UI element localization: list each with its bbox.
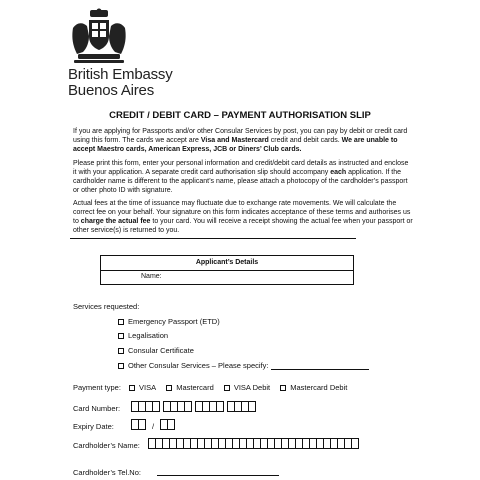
checkbox[interactable] [129, 385, 135, 391]
para3-text-a: Actual fees at the time of issuance may fluctuate due to exchange rate movements. We will calculate the correct fee on your behalf. Your signature on this form indicates acceptance of these terms and authorises us to [73, 200, 411, 225]
cardholder-tel-label: Cardholder’s Tel.No: [73, 468, 141, 477]
payment-label: Mastercard [176, 383, 214, 392]
checkbox[interactable] [224, 385, 230, 391]
instructions-paragraph [73, 159, 413, 195]
service-label: Emergency Passport (ETD) [128, 317, 220, 326]
service-consular-certificate[interactable] [118, 346, 194, 356]
payment-label: VISA Debit [233, 383, 271, 392]
payment-label: VISA [139, 383, 157, 392]
expiry-month-field[interactable] [131, 419, 145, 430]
service-emergency-passport[interactable] [118, 317, 220, 327]
org-line-2: Buenos Aires [68, 82, 154, 99]
para1-text-a: If you are applying for Passports and/or other Consular Services by post, you can pay by debit or credit card using this form. The cards we accept are [73, 128, 408, 144]
service-label: Legalisation [128, 331, 169, 340]
royal-coat-of-arms-icon [68, 8, 130, 66]
para2-text-c: application. If the cardholder name is different to the applicant’s name, please attach a photocopy of the cardholder’s passport or other photo ID with signature. [73, 169, 408, 194]
checkbox[interactable] [166, 385, 172, 391]
payment-mastercard[interactable] [166, 383, 214, 392]
payment-mastercard-debit[interactable] [280, 383, 347, 392]
para1-bold-unaccepted: We are unable to accept Maestro cards, American Express, JCB or Diners’ Club cards. [73, 137, 398, 153]
para3-bold-charge: charge the actual fee [80, 218, 151, 225]
expiry-date-label: Expiry Date: [73, 422, 114, 431]
checkbox[interactable] [280, 385, 286, 391]
checkbox[interactable] [118, 363, 124, 369]
checkbox[interactable] [118, 333, 124, 339]
service-legalisation[interactable] [118, 331, 168, 341]
cardholder-name-label: Cardholder’s Name: [73, 441, 140, 450]
cardholder-tel-line[interactable] [157, 475, 279, 476]
expiry-year-field[interactable] [160, 419, 174, 430]
service-label: Consular Certificate [128, 346, 194, 355]
card-number-field[interactable] [131, 401, 255, 412]
expiry-separator: / [152, 422, 155, 431]
org-line-1: British Embassy [68, 66, 173, 83]
applicant-details-box [100, 255, 354, 285]
card-number-label: Card Number: [73, 404, 121, 413]
para3-text-c: to your card. You will receive a receipt showing the actual fee when your passport or other service(s) is returned to you. [73, 218, 413, 234]
payment-visa-debit[interactable] [224, 383, 270, 392]
para2-bold-each: each [330, 169, 347, 176]
payment-type-label: Payment type: [73, 383, 121, 392]
specify-line[interactable] [271, 361, 369, 370]
applicant-details-heading: Applicant’s Details [101, 256, 353, 271]
checkbox[interactable] [118, 319, 124, 325]
name-label: Name: [141, 273, 162, 280]
services-label: Services requested: [73, 302, 140, 311]
fees-paragraph [73, 199, 413, 235]
payment-label: Mastercard Debit [290, 383, 348, 392]
checkbox[interactable] [118, 348, 124, 354]
para1-bold-cards: Visa and Mastercard [200, 137, 269, 144]
para2-text-a: Please print this form, enter your personal information and credit/debit card details as instructed and enclose it with your application. A separate credit card authorisation slip should accompany [73, 160, 409, 176]
intro-paragraph [73, 127, 413, 154]
para1-text-c: credit and debit cards. [268, 137, 342, 144]
service-label: Other Consular Services – Please specify: [128, 361, 269, 370]
cardholder-name-field[interactable] [148, 438, 358, 449]
form-title: CREDIT / DEBIT CARD – PAYMENT AUTHORISATION SLIP [109, 110, 371, 121]
organisation-name [68, 67, 173, 99]
service-other[interactable] [118, 361, 369, 371]
payment-visa[interactable] [129, 383, 156, 392]
section-divider [70, 238, 356, 239]
payment-type-row [73, 383, 355, 393]
